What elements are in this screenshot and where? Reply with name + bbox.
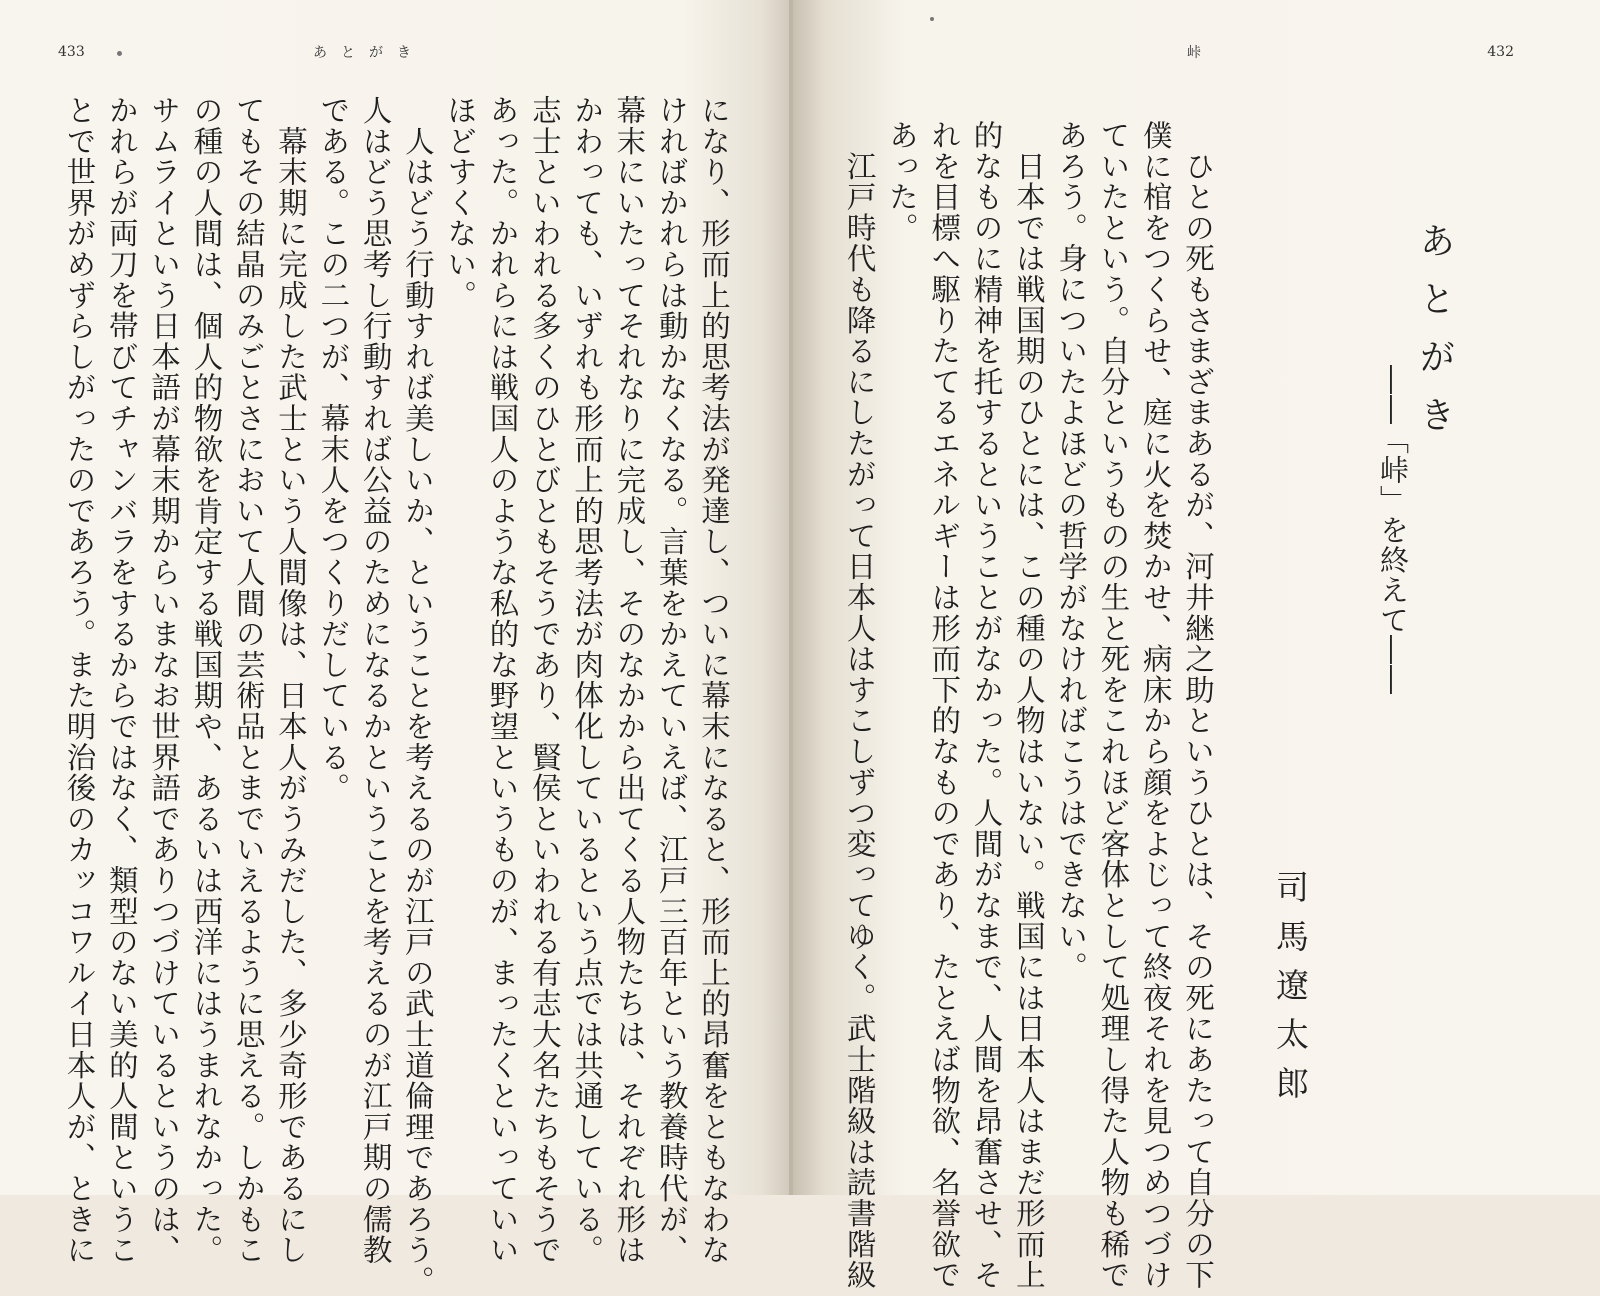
author-name: 司馬遼太郎 [1271, 870, 1310, 1115]
page-subheading: ――「峠」を終えて―― [1376, 365, 1410, 695]
body-line: ければかれらは動かなくなる。言葉をかえていえば、江戸三百年という教養時代が、 [654, 95, 689, 1266]
body-line: あった。かれらには戦国人のような私的な野望というものが、まったくといっていい [485, 95, 520, 1266]
body-line: ほどすくない。 [443, 95, 478, 311]
right-header-mark [930, 17, 934, 21]
body-line: の種の人間は、個人的物欲を肯定する戦国期や、あるいは西洋にはうまれなかった。 [189, 95, 224, 1266]
right-body-text [838, 120, 1219, 1291]
body-line: あろう。身についたよほどの哲学がなければこうはできない。 [1054, 120, 1089, 983]
body-line: サムライという日本語が幕末期からいまなお世界語でありつづけているというのは、 [147, 95, 182, 1266]
left-body-text [58, 95, 735, 1296]
body-line: 幕末期に完成した武士という人間像は、日本人がうみだした、多少奇形であるにし [274, 95, 309, 1266]
right-running-title: 峠 [1187, 45, 1201, 61]
body-line: 日本では戦国期のひとには、この種の人物はいない。戦国には日本人はまだ形而上 [1011, 120, 1046, 1291]
body-line: 的なものに精神を托するということがなかった。人間がなまで、人間を昂奮させ、そ [969, 120, 1004, 1291]
body-line: 幕末にいたってそれなりに完成し、そのなかから出てくる人物たちは、それぞれ形は [612, 95, 647, 1266]
body-line: 人はどう思考し行動すれば公益のためになるかということを考えるのが江戸期の儒教 [358, 95, 393, 1266]
page-heading: あとがき [1414, 222, 1455, 454]
left-page-number: 433 [58, 44, 85, 60]
body-line: あった。 [884, 120, 919, 244]
body-line: とで世界がめずらしがったのであろう。また明治後のカッコワルイ日本人が、ときに [62, 95, 97, 1266]
body-line: ていたという。自分というものの生と死をこれほど客体として処理し得た人物も稀で [1096, 120, 1131, 1291]
left-running-title: あとがき [313, 45, 425, 61]
left-page [0, 0, 793, 1296]
right-page-number: 432 [1487, 44, 1514, 60]
body-line: 志士といわれる多くのひとびともそうであり、賢侯といわれる有志大名たちもそうで [527, 95, 562, 1266]
body-line: かわっても、いずれも形而上的思考法が肉体化しているという点では共通している。 [570, 95, 605, 1266]
body-line: れを目標へ駆りたてるエネルギーは形而下的なものであり、たとえば物欲、名誉欲で [927, 120, 962, 1291]
body-line: 人はどう行動すれば美しいか、ということを考えるのが江戸の武士道倫理であろう。 [400, 95, 435, 1296]
body-line: 江戸時代も降るにしたがって日本人はすこしずつ変ってゆく。武士階級は読書階級 [842, 120, 877, 1291]
body-line: になり、形而上的思考法が発達し、ついに幕末になると、形而上的昂奮をともなわな [697, 95, 731, 1266]
body-line: ひとの死もさまざまあるが、河井継之助というひとは、その死にあたって自分の下 [1181, 120, 1215, 1291]
body-line: てもその結晶のみごとさにおいて人間の芸術品とまでいえるように思える。しかもこ [231, 95, 266, 1266]
right-page [793, 0, 1600, 1291]
left-header-mark [117, 51, 122, 56]
body-line: 僕に棺をつくらせ、庭に火を焚かせ、病床から顔をよじって終夜それを見つめつづけ [1138, 120, 1173, 1291]
body-line: かれらが両刀を帯びてチャンバラをするからではなく、類型のない美的人間というこ [104, 95, 139, 1266]
body-line: である。この二つが、幕末人をつくりだしている。 [316, 95, 351, 804]
